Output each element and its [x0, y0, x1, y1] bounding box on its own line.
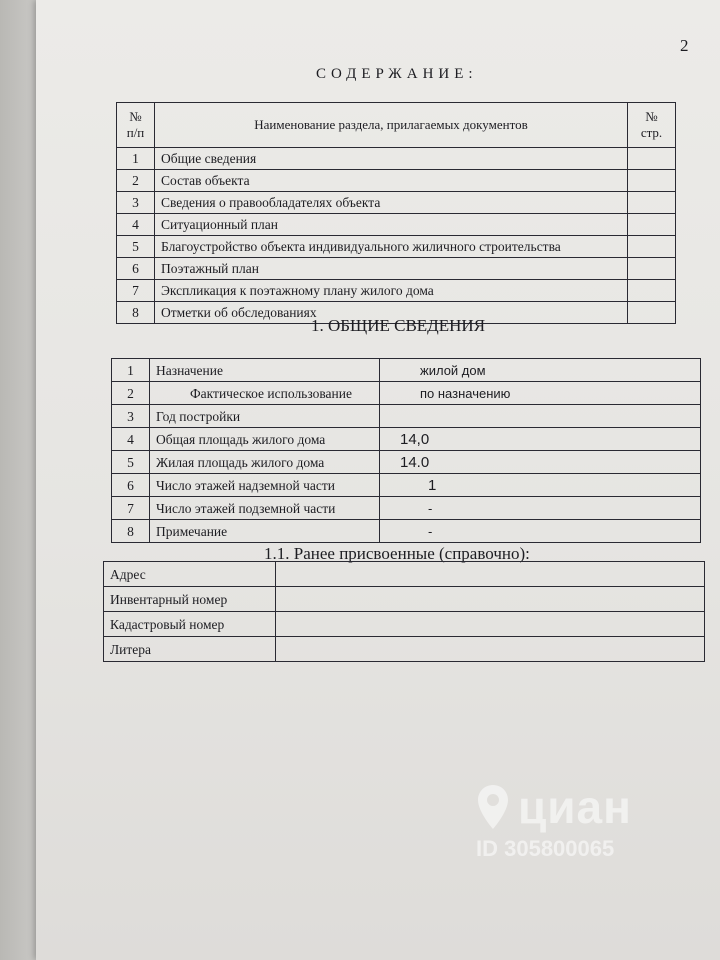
- row-num: 1: [117, 148, 155, 170]
- table-row: [104, 562, 705, 587]
- row-num: 4: [112, 428, 150, 451]
- row-label: Назначение: [150, 359, 380, 382]
- row-page: [628, 214, 676, 236]
- table-row: [117, 280, 676, 302]
- row-name: Отметки об обследованиях: [155, 302, 628, 324]
- row-name: Ситуационный план: [155, 214, 628, 236]
- row-value: 14,0: [380, 428, 701, 451]
- table-row: [117, 236, 676, 258]
- row-name: Сведения о правообладателях объекта: [155, 192, 628, 214]
- watermark-id: ID 305800065: [476, 836, 615, 861]
- contents-header-row: [117, 103, 676, 148]
- row-num: 8: [117, 302, 155, 324]
- row-label: Примечание: [150, 520, 380, 543]
- binder-edge: [0, 0, 36, 960]
- row-label: Кадастровый номер: [104, 612, 276, 637]
- watermark-brand: циан: [518, 781, 632, 833]
- row-num: 3: [117, 192, 155, 214]
- table-row: [112, 474, 701, 497]
- row-value: 1: [380, 474, 701, 497]
- row-name: Состав объекта: [155, 170, 628, 192]
- table-row: [112, 451, 701, 474]
- row-value: [380, 405, 701, 428]
- table-row: [117, 148, 676, 170]
- row-num: 6: [112, 474, 150, 497]
- row-page: [628, 192, 676, 214]
- row-value: по назначению: [380, 382, 701, 405]
- row-value: 14.0: [380, 451, 701, 474]
- header-page: № стр.: [628, 103, 676, 148]
- row-num: 7: [117, 280, 155, 302]
- row-num: 1: [112, 359, 150, 382]
- table-row: [117, 214, 676, 236]
- row-label: Число этажей надземной части: [150, 474, 380, 497]
- table-row: [104, 637, 705, 662]
- row-label: Общая площадь жилого дома: [150, 428, 380, 451]
- row-page: [628, 280, 676, 302]
- previous-assigned-table: [103, 561, 705, 662]
- document-page: [36, 0, 720, 960]
- row-label: Адрес: [104, 562, 276, 587]
- row-label: Жилая площадь жилого дома: [150, 451, 380, 474]
- row-value: [276, 562, 705, 587]
- row-page: [628, 236, 676, 258]
- row-num: 2: [112, 382, 150, 405]
- row-num: 8: [112, 520, 150, 543]
- general-section-title: 1. ОБЩИЕ СВЕДЕНИЯ: [311, 316, 486, 335]
- page-number: 2: [680, 36, 689, 55]
- row-value: [276, 587, 705, 612]
- row-name: Благоустройство объекта индивидуального жиличного строительства: [155, 236, 628, 258]
- table-row: [117, 192, 676, 214]
- row-value: -: [380, 497, 701, 520]
- row-num: 7: [112, 497, 150, 520]
- row-value: жилой дом: [380, 359, 701, 382]
- watermark-logo: [476, 780, 632, 834]
- header-num: № п/п: [117, 103, 155, 148]
- row-num: 2: [117, 170, 155, 192]
- row-label: Фактическое использование: [150, 382, 380, 405]
- row-num: 5: [117, 236, 155, 258]
- table-row: [112, 497, 701, 520]
- row-label: Инвентарный номер: [104, 587, 276, 612]
- table-row: [117, 258, 676, 280]
- row-name: Общие сведения: [155, 148, 628, 170]
- previous-section-title: 1.1. Ранее присвоенные (справочно):: [264, 544, 530, 563]
- contents-table: [116, 102, 676, 324]
- row-label: Число этажей подземной части: [150, 497, 380, 520]
- row-num: 3: [112, 405, 150, 428]
- row-page: [628, 170, 676, 192]
- header-name: Наименование раздела, прилагаемых документов: [155, 103, 628, 148]
- location-pin-icon: [476, 783, 510, 831]
- row-name: Экспликация к поэтажному плану жилого дома: [155, 280, 628, 302]
- table-row: [117, 170, 676, 192]
- row-num: 6: [117, 258, 155, 280]
- table-row: [112, 382, 701, 405]
- row-num: 4: [117, 214, 155, 236]
- cian-watermark: [476, 780, 632, 862]
- row-value: [276, 612, 705, 637]
- general-info-table: [111, 358, 701, 543]
- table-row: [112, 428, 701, 451]
- contents-title: СОДЕРЖАНИЕ:: [316, 66, 478, 82]
- row-page: [628, 148, 676, 170]
- table-row: [104, 587, 705, 612]
- row-page: [628, 258, 676, 280]
- row-value: -: [380, 520, 701, 543]
- table-row: [112, 405, 701, 428]
- row-value: [276, 637, 705, 662]
- row-label: Литера: [104, 637, 276, 662]
- table-row: [112, 359, 701, 382]
- row-num: 5: [112, 451, 150, 474]
- row-page: [628, 302, 676, 324]
- row-label: Год постройки: [150, 405, 380, 428]
- table-row: [104, 612, 705, 637]
- table-row: [112, 520, 701, 543]
- row-name: Поэтажный план: [155, 258, 628, 280]
